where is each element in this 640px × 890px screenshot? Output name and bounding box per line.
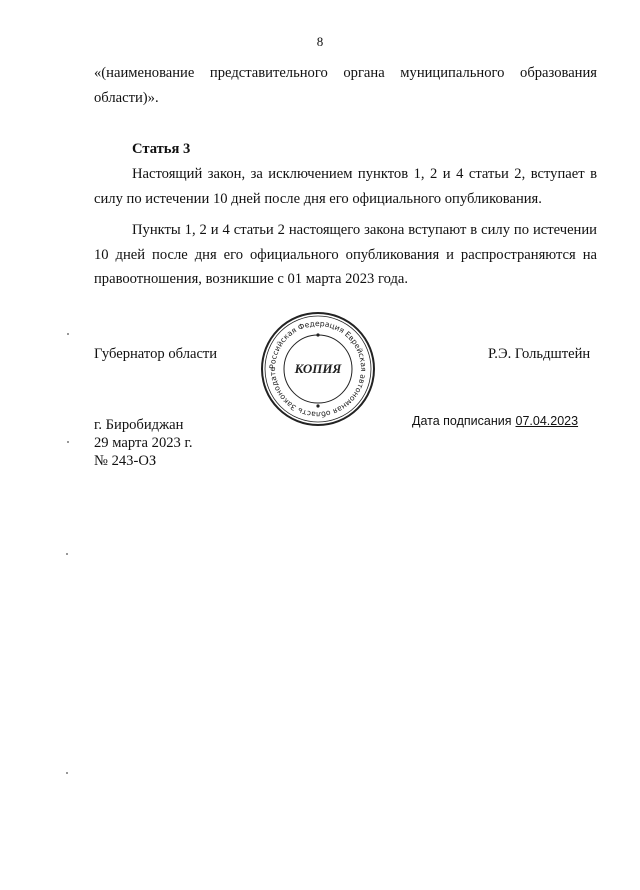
signatory-name: Р.Э. Гольдштейн [488, 346, 591, 362]
signing-date-value: 07.04.2023 [515, 414, 579, 428]
scan-speck [67, 441, 69, 443]
signatory-position: Губернатор области [94, 346, 218, 362]
page-number: 8 [316, 34, 324, 49]
continuation-text: «(наименование представительного органа муниципального образования области)». [94, 65, 597, 106]
scan-speck [67, 333, 69, 335]
adoption-date: 29 марта 2023 г. [94, 435, 193, 451]
official-seal [259, 310, 377, 428]
article-heading: Статья 3 [132, 141, 191, 157]
article-paragraph-2: Пункты 1, 2 и 4 статьи 2 настоящего закона вступают в силу по истечении 10 дней после дня его официального опубликования и распространяются на правоотношения, возникшие с 01 марта 2023 года. [94, 222, 597, 287]
city: г. Биробиджан [94, 417, 184, 433]
article-paragraph-1: Настоящий закон, за исключением пунктов 1, 2 и 4 статьи 2, вступает в силу по истечении 10 дней после дня его официального опубликования. [94, 166, 597, 207]
scan-speck [66, 772, 68, 774]
signing-date-block [412, 414, 578, 428]
seal-center-text: КОПИЯ [294, 361, 342, 376]
signing-date-label: Дата подписания [412, 414, 512, 428]
seal-ring-text: Российская Федерация Еврейская автономная область Законодате [267, 318, 369, 420]
law-number: № 243-ОЗ [94, 453, 157, 469]
scan-speck [66, 553, 68, 555]
